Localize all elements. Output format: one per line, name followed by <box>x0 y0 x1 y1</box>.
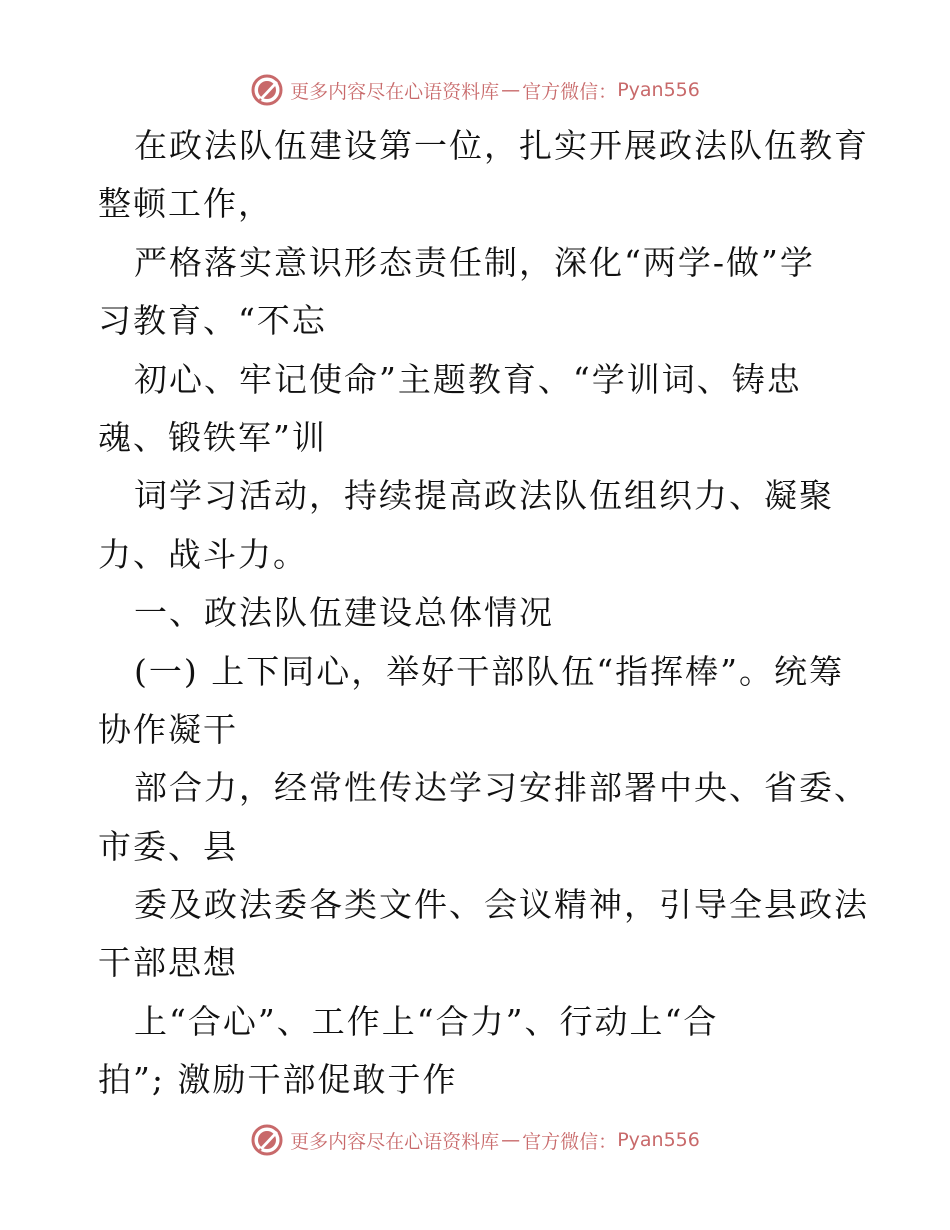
watermark-wechat-id: Pyan556 <box>617 79 700 101</box>
watermark-text: 更多内容尽在心语资料库 <box>290 80 500 103</box>
text-line: 词学习活动，持续提高政法队伍组织力、凝聚 <box>134 476 834 516</box>
pen-seal-icon <box>250 73 284 107</box>
text-line: 干部思想 <box>98 943 238 983</box>
text-line: 委及政法委各类文件、会议精神，引导全县政法 <box>134 885 869 925</box>
text-line: (一) 上下同心，举好干部队伍“指挥棒”。统筹 <box>134 651 844 691</box>
text-line: 魂、锻铁军”训 <box>98 417 327 457</box>
text-line: 协作凝干 <box>98 709 238 749</box>
watermark-separator: — <box>501 79 521 101</box>
text-line: 拍”; 激励干部促敢于作 <box>98 1060 458 1100</box>
document-body <box>98 117 869 1110</box>
watermark-footer <box>0 1120 950 1160</box>
watermark-wechat-id: Pyan556 <box>617 1129 700 1151</box>
watermark-text: 更多内容尽在心语资料库 <box>290 1130 500 1153</box>
watermark-header <box>0 70 950 110</box>
section-heading: 一、政法队伍建设总体情况 <box>134 593 554 633</box>
text-line: 初心、牢记使命”主题教育、“学训词、铸忠 <box>134 359 802 399</box>
watermark-wechat-label: 官方微信： <box>522 80 618 103</box>
text-line: 上“合心”、工作上“合力”、行动上“合 <box>134 1001 719 1041</box>
text-line: 严格落实意识形态责任制，深化“两学-做”学 <box>134 242 815 282</box>
text-line: 整顿工作， <box>98 184 273 224</box>
text-line: 市委、县 <box>98 826 238 866</box>
watermark-wechat-label: 官方微信： <box>522 1130 618 1153</box>
text-line: 习教育、“不忘 <box>98 301 327 341</box>
text-line: 在政法队伍建设第一位，扎实开展政法队伍教育 <box>134 126 869 165</box>
pen-seal-icon <box>250 1123 284 1157</box>
text-line: 力、战斗力。 <box>98 534 308 574</box>
watermark-separator: — <box>501 1129 521 1151</box>
text-line: 部合力，经常性传达学习安排部署中央、省委、 <box>134 768 869 808</box>
